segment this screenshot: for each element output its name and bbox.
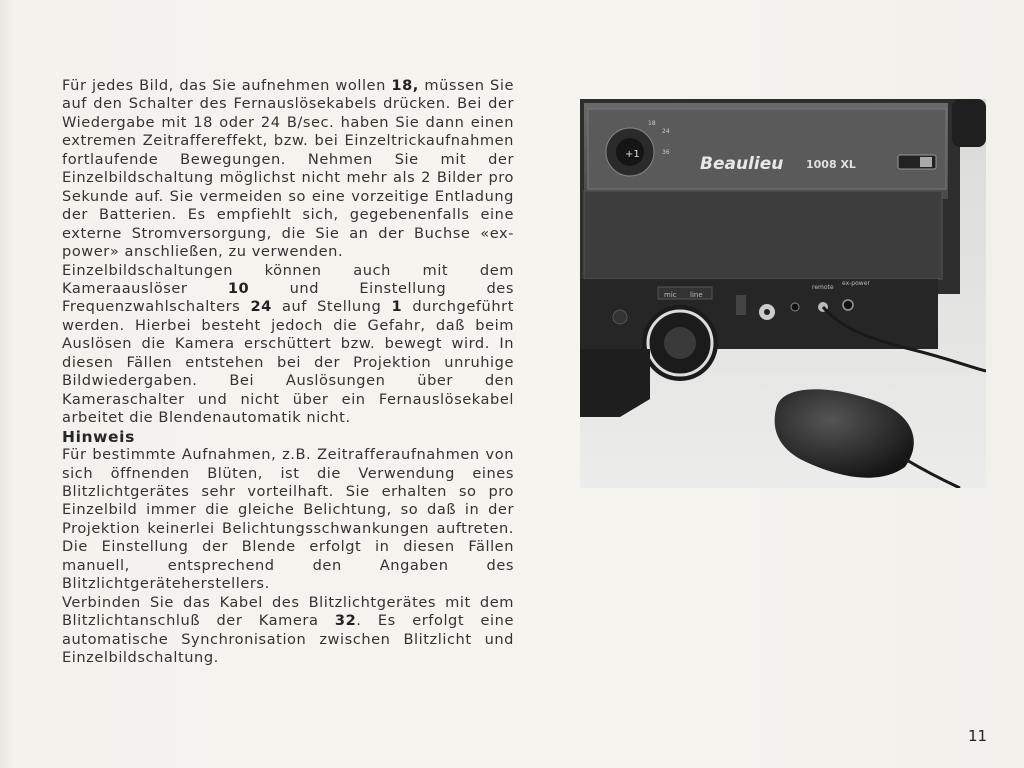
camera-illustration <box>580 99 986 488</box>
socket-label: ex-power <box>842 280 870 287</box>
side-grille <box>584 191 942 279</box>
ref-number: 24 <box>250 298 272 316</box>
brand-logo: Beaulieu <box>700 154 784 174</box>
paragraph-camera-release: Einzelbildschaltungen können auch mit dem Kameraauslöser 10 und Einstellung des Frequenzwahlschalters 24 auf Stellung 1 durchgeführt werden. Hierbei besteht jedoch die Gefahr, daß beim Auslösen die Kamera erschüttert bzw. bewegt wird. In diesen Fällen entstehen bei der Projektion unruhige Bildwiedergaben. Bei Auslösungen über den Kameraschalter und nicht über ein Fernauslösekabel arbeitet die Blendenautomatik nicht. <box>62 261 514 427</box>
ref-number: 32 <box>334 612 357 630</box>
body-text <box>62 77 514 668</box>
screw <box>613 310 627 324</box>
paragraph-flash-cable: Verbinden Sie das Kabel des Blitzlichtgerätes mit dem Blitzlichtanschluß der Kamera 32. Es erfolgt eine automatische Synchronisation zwischen Blitzlicht und Einzelbildschaltung. <box>62 593 514 667</box>
paragraph-remote-release: Für jedes Bild, das Sie aufnehmen wollen 18, müssen Sie auf den Schalter des Fernauslösekabels drücken. Bei der Wiedergabe mit 18 oder 24 B/sec. haben Sie dann einen extremen Zeitraffereffekt, bzw. bei Einzeltrickaufnahmen fortlaufende Bewegungen. Nehmen Sie mit der Einzelbildschaltung möglichst nicht mehr als 2 Bilder pro Sekunde auf. Sie vermeiden so eine vorzeitige Entladung der Batterien. Es empfiehlt sich, gegebenenfalls eine externe Stromversorgung, die Sie an der Buchse «ex-power» anschließen, zu verwenden. <box>62 77 514 261</box>
ex-power-socket <box>843 300 853 310</box>
jack-socket <box>791 303 799 311</box>
dial-mark: 24 <box>662 128 670 135</box>
switch-knob <box>920 157 932 167</box>
ref-number: 10 <box>227 279 250 297</box>
socket-label: line <box>690 291 703 299</box>
socket-label: remote <box>812 284 834 291</box>
camera-grip <box>952 99 986 147</box>
jack-socket-hole <box>764 309 770 315</box>
hint-heading: Hinweis <box>62 427 135 446</box>
model-label: 1008 XL <box>806 158 856 171</box>
camera-photo <box>580 99 986 488</box>
slide-switch <box>736 295 746 315</box>
dial-center-label: +1 <box>625 149 640 160</box>
dial-mark: 36 <box>662 149 670 156</box>
page-number: 11 <box>968 727 988 745</box>
ref-number: 1 <box>391 298 403 316</box>
paragraph-flash-hint: Für bestimmte Aufnahmen, z.B. Zeitrafferaufnahmen von sich öffnenden Blüten, ist die Verwendung eines Blitzlichtgerätes sehr vorteilhaft. Sie erhalten so pro Einzelbild immer die gleiche Belichtung, so daß in der Projektion keinerlei Belichtungsschwankungen auftreten. Die Einstellung der Blende erfolgt in diesen Fällen manuell, entsprechend den Angaben des Blitzlichtgeräteherstellers. <box>62 446 514 593</box>
socket-label: mic <box>664 291 677 299</box>
connector-strip <box>580 279 938 349</box>
dial-mark: 18 <box>648 120 656 127</box>
mic-socket <box>664 327 696 359</box>
ref-number: 18, <box>391 77 419 94</box>
